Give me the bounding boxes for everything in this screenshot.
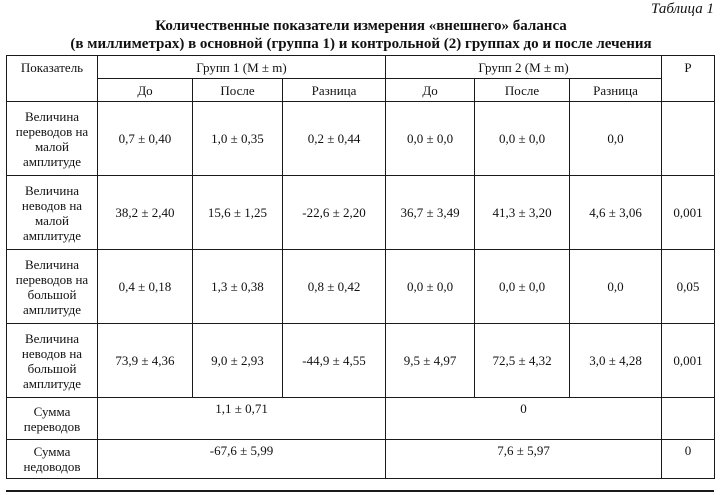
- header-group-1: Групп 1 (M ± m): [98, 56, 386, 79]
- g1-before-cell: 38,2 ± 2,40: [98, 176, 193, 250]
- sum-row: [7, 398, 715, 440]
- sum-row-name: Сумма переводов: [7, 398, 98, 440]
- sum-g2-cell: 0: [386, 398, 662, 440]
- header-g2-after: После: [475, 79, 570, 102]
- g1-after-cell: 9,0 ± 2,93: [193, 324, 283, 398]
- sum-g2-cell: 7,6 ± 5,97: [386, 440, 662, 479]
- table-caption: [0, 17, 722, 53]
- table-row: [7, 250, 715, 324]
- p-cell: 0,001: [662, 324, 715, 398]
- caption-line-2: (в миллиметрах) в основной (группа 1) и контрольной (2) группах до и после лечения: [70, 36, 652, 52]
- g2-before-cell: 36,7 ± 3,49: [386, 176, 475, 250]
- header-row-2: [7, 79, 715, 102]
- header-g1-difference: Разница: [283, 79, 386, 102]
- g1-before-cell: 0,7 ± 0,40: [98, 102, 193, 176]
- sum-g1-cell: -67,6 ± 5,99: [98, 440, 386, 479]
- g2-difference-cell: 0,0: [570, 250, 662, 324]
- table-row: [7, 324, 715, 398]
- g1-after-cell: 1,3 ± 0,38: [193, 250, 283, 324]
- header-row-1: [7, 56, 715, 79]
- sum-row: [7, 440, 715, 479]
- sum-g1-cell: 1,1 ± 0,71: [98, 398, 386, 440]
- g1-after-cell: 15,6 ± 1,25: [193, 176, 283, 250]
- table-row: [7, 102, 715, 176]
- row-name: Величина неводов на большой амплитуде: [7, 324, 98, 398]
- header-g1-after: После: [193, 79, 283, 102]
- table-row: [7, 176, 715, 250]
- header-group-2: Групп 2 (M ± m): [386, 56, 662, 79]
- g2-difference-cell: 3,0 ± 4,28: [570, 324, 662, 398]
- g1-before-cell: 73,9 ± 4,36: [98, 324, 193, 398]
- p-cell: 0,05: [662, 250, 715, 324]
- header-indicator: Показатель: [7, 56, 98, 102]
- g2-difference-cell: 4,6 ± 3,06: [570, 176, 662, 250]
- row-name: Величина переводов на малой амплитуде: [7, 102, 98, 176]
- g2-after-cell: 72,5 ± 4,32: [475, 324, 570, 398]
- sum-p-cell: [662, 398, 715, 440]
- g1-difference-cell: 0,2 ± 0,44: [283, 102, 386, 176]
- header-g1-before: До: [98, 79, 193, 102]
- row-name: Величина неводов на малой амплитуде: [7, 176, 98, 250]
- sum-row-name: Сумма недоводов: [7, 440, 98, 479]
- header-p: P: [662, 56, 715, 102]
- bottom-rule: [6, 490, 714, 492]
- p-cell: 0,001: [662, 176, 715, 250]
- g1-before-cell: 0,4 ± 0,18: [98, 250, 193, 324]
- g2-before-cell: 9,5 ± 4,97: [386, 324, 475, 398]
- caption-line-1: Количественные показатели измерения «внешнего» баланса: [155, 18, 567, 34]
- table-number: Таблица 1: [651, 1, 714, 17]
- g2-after-cell: 41,3 ± 3,20: [475, 176, 570, 250]
- g2-difference-cell: 0,0: [570, 102, 662, 176]
- results-table: [6, 55, 715, 479]
- g2-after-cell: 0,0 ± 0,0: [475, 250, 570, 324]
- g2-before-cell: 0,0 ± 0,0: [386, 250, 475, 324]
- g1-after-cell: 1,0 ± 0,35: [193, 102, 283, 176]
- g2-after-cell: 0,0 ± 0,0: [475, 102, 570, 176]
- g1-difference-cell: -44,9 ± 4,55: [283, 324, 386, 398]
- row-name: Величина переводов на большой амплитуде: [7, 250, 98, 324]
- p-cell: [662, 102, 715, 176]
- header-g2-before: До: [386, 79, 475, 102]
- g1-difference-cell: 0,8 ± 0,42: [283, 250, 386, 324]
- g2-before-cell: 0,0 ± 0,0: [386, 102, 475, 176]
- g1-difference-cell: -22,6 ± 2,20: [283, 176, 386, 250]
- sum-p-cell: 0: [662, 440, 715, 479]
- header-g2-difference: Разница: [570, 79, 662, 102]
